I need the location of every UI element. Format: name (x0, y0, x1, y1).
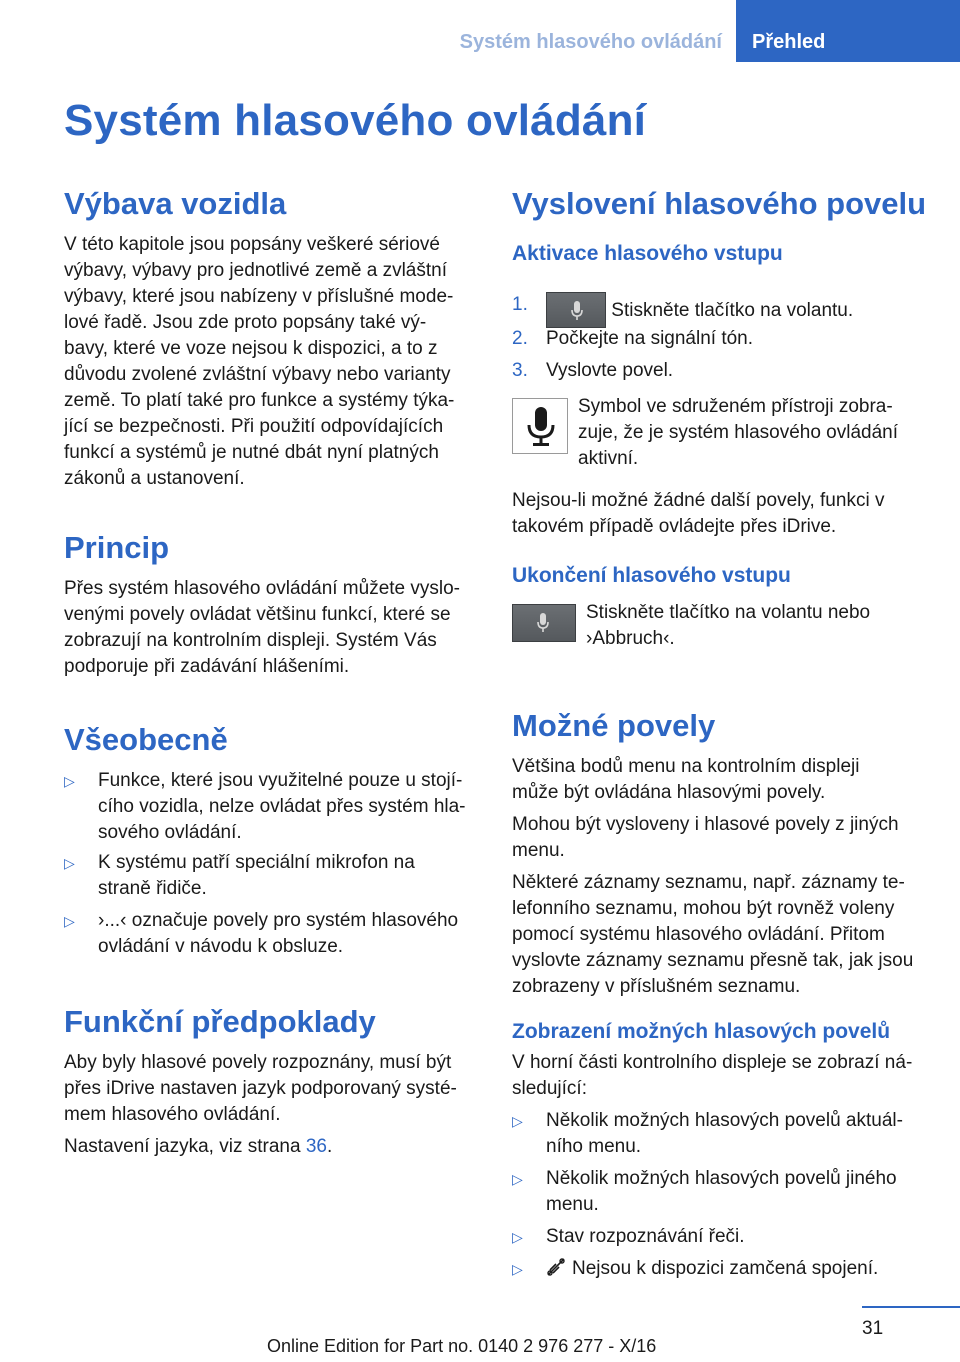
no-more-commands-text: Nejsou-li možné žádné další povely, funkci v takovém případě ovládejte přes iDrive. (512, 490, 885, 537)
principle-text: Přes systém hlasového ovládání můžete vyslo- venými povely ovládat většinu funkcí, které se zobrazují na kontrolním displeji. Systém Vás podporuje při zadávání hlášeními. (64, 578, 461, 677)
microphone-icon (571, 301, 583, 321)
general-bullet: ▷ Funkce, které jsou využitelné pouze u stojí- cího vozidla, nelze ovládat přes systém hla- sového ovládání. (64, 770, 466, 843)
header-section-title: Systém hlasového ovládání (459, 31, 722, 53)
page-title: Systém hlasového ovládání (64, 96, 647, 145)
microphone-icon (525, 407, 557, 447)
no-connection-icon (546, 1257, 566, 1277)
language-reference: Nastavení jazyka, viz strana 36. (64, 1136, 333, 1157)
voice-active-symbol (512, 398, 568, 454)
header-tab-label: Přehled (752, 31, 826, 53)
heading-possible-commands: Možné povely (512, 708, 716, 743)
general-bullet: ▷ ›...‹ označuje povely pro systém hlasového ovládání v návodu k obsluze. (64, 910, 459, 957)
heading-voice-command: Vyslovení hlasového povelu (512, 186, 927, 221)
page-number: 31 (862, 1318, 884, 1339)
microphone-button-icon (546, 292, 606, 328)
possible-text-3: Některé záznamy seznamu, např. záznamy te- lefonního seznamu, mohou být rovněž voleny pomocí systému hlasového ovládání. Přitom vyslovte záznamy seznamu přesně tak, jak jsou zobrazeny v příslušném seznamu. (512, 872, 914, 997)
triangle-bullet-icon: ▷ (64, 913, 75, 929)
general-bullet: ▷ K systému patří speciální mikrofon na straně řidiče. (64, 852, 415, 899)
heading-principle: Princip (64, 530, 170, 565)
footer-divider (862, 1306, 960, 1308)
step-item: 2. Počkejte na signální tón. (512, 328, 754, 349)
microphone-icon (537, 613, 549, 633)
heading-equipment: Výbava vozidla (64, 186, 287, 221)
end-input-text: Stiskněte tlačítko na volantu nebo ›Abbruch‹. (586, 602, 871, 649)
display-text: V horní části kontrolního displeje se zobrazí ná- sledující: (512, 1052, 913, 1099)
display-bullet: ▷ Stav rozpoznávání řeči. (512, 1224, 745, 1250)
heading-prerequisites: Funkční předpoklady (64, 1004, 376, 1039)
triangle-bullet-icon: ▷ (64, 855, 75, 871)
heading-display-commands: Zobrazení možných hlasových povelů (512, 1020, 891, 1043)
triangle-bullet-icon: ▷ (512, 1171, 523, 1187)
triangle-bullet-icon: ▷ (512, 1229, 523, 1245)
heading-activate: Aktivace hlasového vstupu (512, 242, 783, 265)
heading-general: Všeobecně (64, 722, 228, 757)
edition-note: Online Edition for Part no. 0140 2 976 277 - X/16 (267, 1336, 657, 1356)
possible-text-1: Většina bodů menu na kontrolním displeji může být ovládána hlasovými povely. (512, 756, 860, 803)
equipment-text: V této kapitole jsou popsány veškeré sériové výbavy, výbavy pro jednotlivé země a zvláštní výbavy, které jsou nabízeny v příslušné mode- lové řadě. Jsou zde proto popsány také vý- bavy, které ve voze nejsou k dispozici, a to z důvodu zvolené zvláštní výbavy nebo varianty země. To platí také pro funkce a systémy týka- jící se bezpečnosti. Při použití odpovídajících funkcí a systémů je nutné dbát nyní platných zákonů a ustanovení. (64, 234, 455, 489)
display-bullet: ▷ Několik možných hlasových povelů aktuál- ního menu. (512, 1110, 903, 1157)
step-item: 1. Stiskněte tlačítko na volantu. (512, 292, 853, 328)
header-tab (736, 0, 960, 62)
triangle-bullet-icon: ▷ (64, 773, 75, 789)
prereq-text: Aby byly hlasové povely rozpoznány, musí být přes iDrive nastaven jazyk podporovaný systé- mem hlasového ovládání. (64, 1052, 457, 1125)
page-link[interactable]: 36 (305, 1136, 327, 1157)
step-item: 3. Vyslovte povel. (512, 360, 674, 381)
heading-end-input: Ukončení hlasového vstupu (512, 564, 791, 587)
display-bullet: ▷ Několik možných hlasových povelů jiného menu. (512, 1168, 897, 1215)
display-bullet: ▷ Nejsou k dispozici zamčená spojení. (512, 1256, 878, 1282)
symbol-text: Symbol ve sdruženém přístroji zobra- zuje, že je systém hlasového ovládání aktivní. (578, 396, 899, 469)
triangle-bullet-icon: ▷ (512, 1113, 523, 1129)
microphone-button-icon (512, 604, 576, 642)
possible-text-2: Mohou být vysloveny i hlasové povely z jiných menu. (512, 814, 899, 861)
page-header (0, 0, 960, 62)
triangle-bullet-icon: ▷ (512, 1261, 523, 1277)
